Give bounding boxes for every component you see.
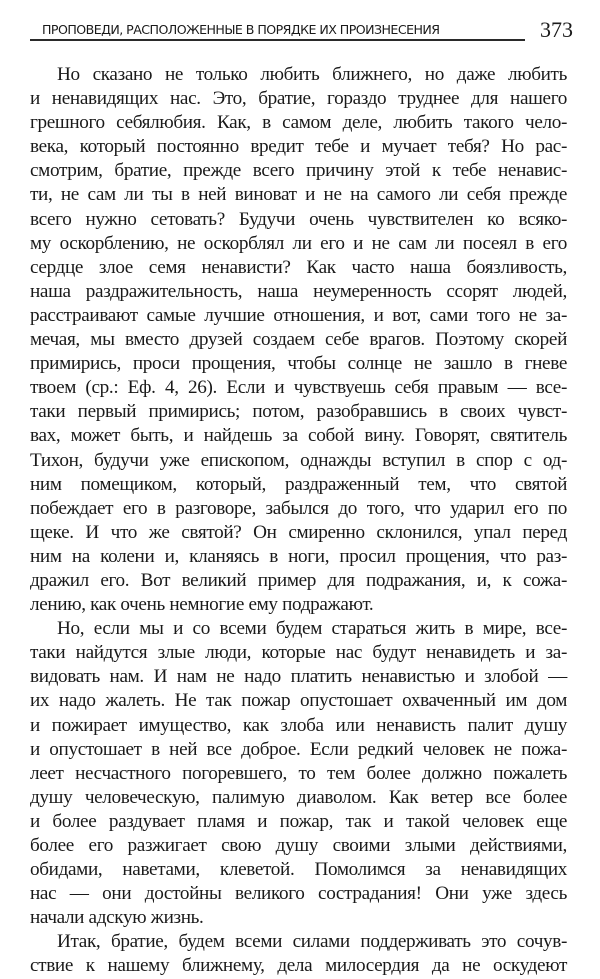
text-line: му оскорблению, не оскорблял ли его и не сам ли посеял в его	[30, 232, 567, 254]
text-line: таки первый примирись; потом, разобравшись в своих чувст-	[30, 401, 567, 423]
text-line: побеждает его в разговоре, забылся до того, что ударил его по	[30, 497, 567, 519]
running-header	[30, 20, 525, 41]
body-text	[30, 63, 567, 979]
text-line: смотрим, братие, прежде всего причину этой к тебе ненавис-	[30, 160, 567, 182]
text-line: примирись, проси прощения, чтобы солнце не зашло в гневе	[30, 353, 567, 375]
text-line: века, который постоянно вредит тебе и мучает тебя? Но рас-	[30, 136, 567, 158]
text-line: нас — они достойны великого сострадания! Они уже здесь	[30, 883, 567, 905]
text-line: и опустошает в ней все доброе. Если редкий человек не пожа-	[30, 738, 567, 760]
text-line: наша раздражительность, наша неумеренность ссорят людей,	[30, 280, 567, 302]
text-line: твоем (ср.: Еф. 4, 26). Если и чувствуешь себя правым — все-	[30, 377, 567, 399]
text-line: лению, как очень немногие ему подражают.	[30, 594, 374, 616]
text-line: обидами, наветами, клеветой. Помолимся за ненавидящих	[30, 859, 567, 881]
text-line: Но, если мы и со всеми будем стараться жить в мире, все-	[57, 618, 567, 640]
text-line: таки найдутся злые люди, которые нас будут ненавидеть и за-	[30, 642, 567, 664]
text-line: Но сказано не только любить ближнего, но даже любить	[57, 64, 567, 85]
text-line: Итак, братие, будем всеми силами поддерживать это сочув-	[57, 931, 567, 953]
text-line: ним на колени и, кланяясь в ноги, просил прощения, что раз-	[30, 545, 567, 567]
text-line: всего нужно сетовать? Будучи очень чувствителен ко всяко-	[30, 208, 567, 230]
text-line: ти, не сам ли ты в ней виноват и не на самого ли себя прежде	[30, 184, 567, 206]
text-line: дражил его. Вот великий пример для подражания, и, к сожа-	[30, 569, 567, 591]
text-line: Тихон, будучи уже епископом, однажды вступил в спор с од-	[30, 449, 567, 471]
text-line: ним помещиком, который, раздраженный тем, что святой	[30, 473, 567, 495]
text-line: вах, может быть, и найдешь за собой вину. Говорят, святитель	[30, 425, 567, 447]
text-line: видовать нам. И нам не надо платить ненавистью и злобой —	[30, 666, 567, 688]
text-line: щеке. И что же святой? Он смиренно склонился, упал перед	[30, 521, 567, 543]
text-line: ствие к нашему ближнему, дела милосердия да не оскудеют	[30, 955, 567, 977]
text-line: расстраивают самые лучшие отношения, и вот, сами того не за-	[30, 304, 567, 326]
text-line: душу человеческую, палимую диаволом. Как ветер все более	[30, 786, 567, 808]
text-line: и более раздувает пламя и пожар, так и такой человек еще	[30, 810, 567, 832]
running-title: ПРОПОВЕДИ, РАСПОЛОЖЕННЫЕ В ПОРЯДКЕ ИХ ПРОИЗНЕСЕНИЯ	[42, 22, 440, 37]
text-line: их надо жалеть. Не так пожар опустошает охваченный им дом	[30, 690, 567, 712]
text-line: мечая, мы вместо друзей создаем себе врагов. Поэтому скорей	[30, 329, 567, 351]
text-line: сердце злое семя ненависти? Как часто наша боязливость,	[30, 256, 567, 278]
text-line: и пожирает имущество, как злоба или ненависть палит душу	[30, 714, 567, 736]
text-line: начали адскую жизнь.	[30, 907, 204, 929]
text-line: и ненавидящих нас. Это, братие, гораздо труднее для нашего	[30, 88, 567, 110]
text-line: грешного себялюбия. Как, в самом деле, любить такого чело-	[30, 112, 567, 134]
page-number: 373	[540, 17, 573, 42]
text-line: леет несчастного погоревшего, то тем более должно пожалеть	[30, 762, 567, 784]
text-line: более его разжигает свою душу своими злыми действиями,	[30, 835, 567, 856]
